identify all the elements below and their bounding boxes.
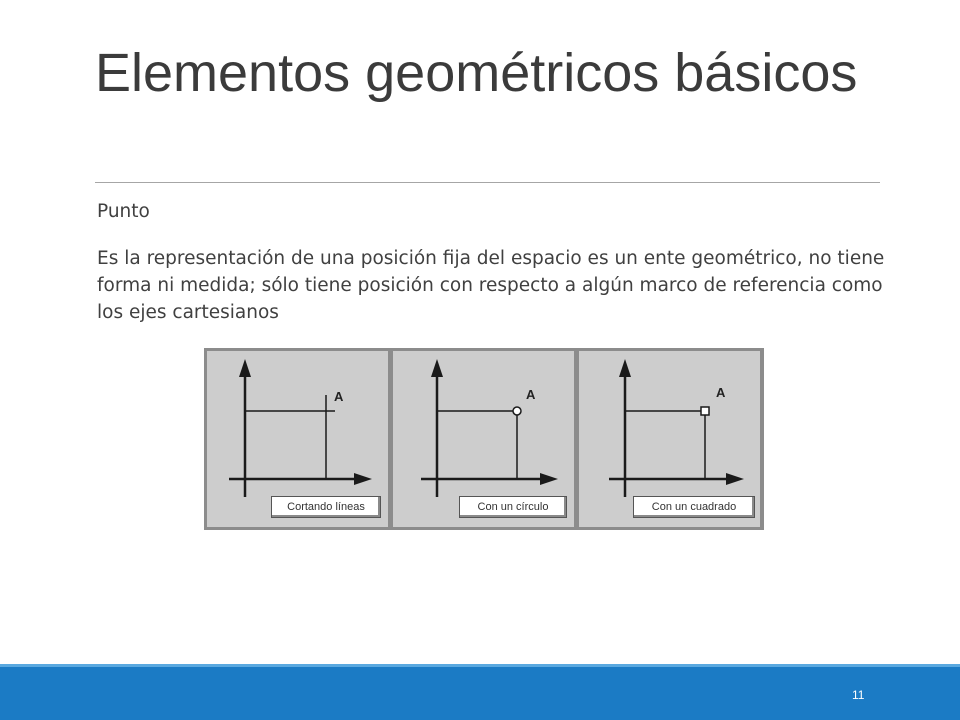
caption-cutting-lines: Cortando líneas [271, 496, 381, 518]
title-divider [95, 182, 880, 183]
slide-title: Elementos geométricos básicos [95, 43, 858, 103]
caption-square: Con un cuadrado [633, 496, 755, 518]
point-a-label: A [526, 387, 536, 402]
square-marker [701, 407, 709, 415]
footer-bar [0, 664, 960, 720]
figure-panel-square [579, 351, 760, 527]
slide-body-text: Es la representación de una posición fija del espacio es un ente geométrico, no tiene forma ni medida; sólo tiene posición con respecto a algún marco de referencia como los ejes cartesianos [97, 248, 885, 323]
point-a-label: A [334, 389, 344, 404]
slide-subtitle: Punto [97, 201, 150, 222]
figure-panel-cutting-lines [207, 351, 388, 527]
figure-panel-circle [393, 351, 574, 527]
point-representation-figure [204, 348, 764, 530]
page-number: 11 [852, 688, 865, 702]
circle-marker [513, 407, 521, 415]
point-a-label: A [716, 385, 726, 400]
footer-accent-line [0, 664, 960, 667]
caption-circle: Con un círculo [459, 496, 567, 518]
